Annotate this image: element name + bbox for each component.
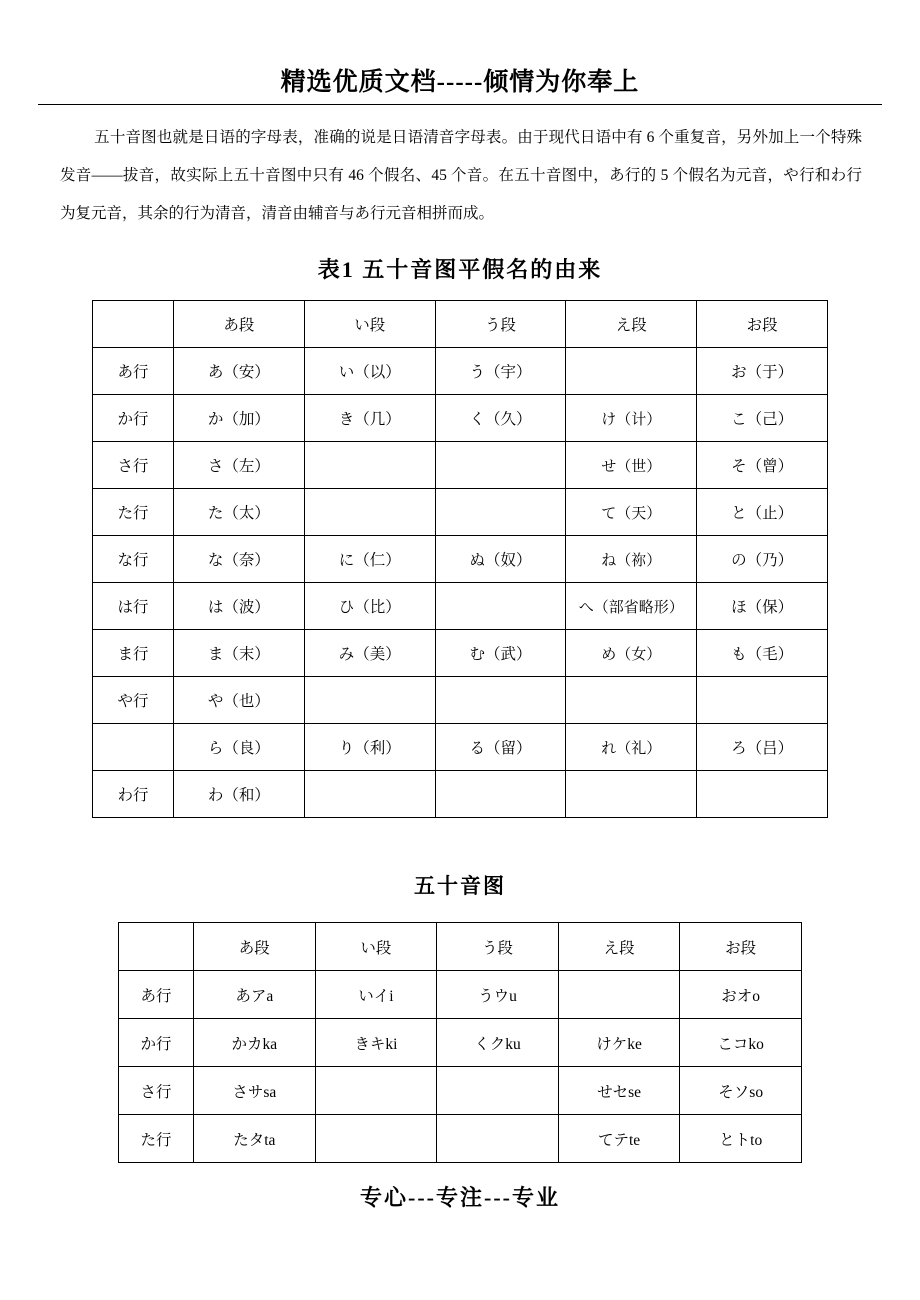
table-cell: て（天） (566, 489, 697, 536)
table-cell (566, 771, 697, 818)
table-col-header: あ段 (194, 923, 316, 971)
table-row (93, 677, 828, 724)
table-cell (304, 442, 435, 489)
table-cell: こ（己） (697, 395, 828, 442)
table-header-row (93, 301, 828, 348)
intro-text: 五十音图也就是日语的字母表，准确的说是日语清音字母表。由于现代日语中有 6 个重复音，另外加上一个特殊发音——拔音，故实际上五十音图中只有 46 个假名、45 个音。在五十音图中，あ行的 5 个假名为元音，や行和わ行为复元音，其余的行为清音，清音由辅音与あ行元音相拼而成。 (60, 129, 862, 222)
table-cell: と（止） (697, 489, 828, 536)
table2-wrapper (118, 922, 802, 1163)
table-cell (566, 677, 697, 724)
table-row (93, 348, 828, 395)
table-cell: た（太） (174, 489, 305, 536)
table-cell: ら（良） (174, 724, 305, 771)
table-cell: き（几） (304, 395, 435, 442)
table-cell: う（宇） (435, 348, 566, 395)
table-row (119, 1019, 802, 1067)
table-cell (697, 771, 828, 818)
table-cell (435, 677, 566, 724)
table-row (93, 724, 828, 771)
table-cell: そ（曾） (697, 442, 828, 489)
table-row (119, 971, 802, 1019)
table-cell: てテte (558, 1115, 680, 1163)
table-cell: ろ（吕） (697, 724, 828, 771)
table-cell (304, 489, 435, 536)
table-col-header (93, 301, 174, 348)
table-cell: ね（祢） (566, 536, 697, 583)
table-row-header: か行 (119, 1019, 194, 1067)
table-cell: ひ（比） (304, 583, 435, 630)
table-row (93, 536, 828, 583)
table-cell: い（以） (304, 348, 435, 395)
table-cell: な（奈） (174, 536, 305, 583)
table-cell: み（美） (304, 630, 435, 677)
table-row-header: は行 (93, 583, 174, 630)
table-cell: や（也） (174, 677, 305, 724)
table1-wrapper (92, 300, 828, 818)
table-cell (435, 442, 566, 489)
table-cell: せ（世） (566, 442, 697, 489)
table-row-header: な行 (93, 536, 174, 583)
table-row (93, 442, 828, 489)
table-col-header: お段 (697, 301, 828, 348)
table-col-header (119, 923, 194, 971)
table-row-header: た行 (93, 489, 174, 536)
header-text: 精选优质文档-----倾情为你奉上 (280, 69, 640, 96)
table-col-header: え段 (558, 923, 680, 971)
table-cell: は（波） (174, 583, 305, 630)
table-cell: る（留） (435, 724, 566, 771)
table-row-header: ま行 (93, 630, 174, 677)
table-row (93, 630, 828, 677)
table-col-header: え段 (566, 301, 697, 348)
document-footer: 专心---专注---专业 (360, 1185, 560, 1210)
table-cell: の（乃） (697, 536, 828, 583)
table-cell: わ（和） (174, 771, 305, 818)
table-cell: たタta (194, 1115, 316, 1163)
table-cell: ぬ（奴） (435, 536, 566, 583)
table-col-header: あ段 (174, 301, 305, 348)
table-row (93, 489, 828, 536)
table-cell: ま（末） (174, 630, 305, 677)
table-cell (697, 677, 828, 724)
table-col-header: お段 (680, 923, 802, 971)
table-cell: め（女） (566, 630, 697, 677)
table-cell: そソso (680, 1067, 802, 1115)
table1-title: 表1 五十音图平假名的由来 (317, 257, 603, 282)
table-row-header: や行 (93, 677, 174, 724)
table-cell: こコko (680, 1019, 802, 1067)
table-row (119, 1067, 802, 1115)
table-cell: む（武） (435, 630, 566, 677)
table-cell: あ（安） (174, 348, 305, 395)
intro-paragraph (60, 119, 862, 233)
table-cell: か（加） (174, 395, 305, 442)
table-cell: あアa (194, 971, 316, 1019)
table-col-header: い段 (304, 301, 435, 348)
table-row-header: わ行 (93, 771, 174, 818)
table-cell: うウu (437, 971, 559, 1019)
table-row-header (93, 724, 174, 771)
table-cell (304, 771, 435, 818)
table-cell: り（利） (304, 724, 435, 771)
table-cell: お（于） (697, 348, 828, 395)
header-divider (38, 104, 882, 105)
table-cell (437, 1115, 559, 1163)
table-cell (566, 348, 697, 395)
table-header-row (119, 923, 802, 971)
table2-title: 五十音图 (414, 874, 506, 898)
table-col-header: い段 (315, 923, 437, 971)
table-cell: も（毛） (697, 630, 828, 677)
table-cell: いイi (315, 971, 437, 1019)
table-row-header: あ行 (93, 348, 174, 395)
table-row-header: あ行 (119, 971, 194, 1019)
table-cell (558, 971, 680, 1019)
table-row (93, 395, 828, 442)
table-row-header: た行 (119, 1115, 194, 1163)
table-cell (435, 489, 566, 536)
table-cell: へ（部省略形） (566, 583, 697, 630)
table-cell (437, 1067, 559, 1115)
table-cell: れ（礼） (566, 724, 697, 771)
table-col-header: う段 (437, 923, 559, 971)
table-row (93, 771, 828, 818)
table-cell (304, 677, 435, 724)
table-row (119, 1115, 802, 1163)
table-cell: け（计） (566, 395, 697, 442)
table-cell (315, 1067, 437, 1115)
table-cell: さサsa (194, 1067, 316, 1115)
table-row-header: さ行 (93, 442, 174, 489)
table-row (93, 583, 828, 630)
gojuon-table (118, 922, 802, 1163)
table-cell (435, 583, 566, 630)
table-cell (315, 1115, 437, 1163)
table-cell: きキki (315, 1019, 437, 1067)
table-row-header: さ行 (119, 1067, 194, 1115)
table-row-header: か行 (93, 395, 174, 442)
table-cell: おオo (680, 971, 802, 1019)
table-cell: に（仁） (304, 536, 435, 583)
document-header (0, 0, 920, 98)
table-cell (435, 771, 566, 818)
table-cell: けケke (558, 1019, 680, 1067)
table-cell: とトto (680, 1115, 802, 1163)
table-cell: ほ（保） (697, 583, 828, 630)
table-cell: く（久） (435, 395, 566, 442)
table-cell: さ（左） (174, 442, 305, 489)
hiragana-origin-table (92, 300, 828, 818)
table-col-header: う段 (435, 301, 566, 348)
table-cell: かカka (194, 1019, 316, 1067)
table-cell: くクku (437, 1019, 559, 1067)
table-cell: せセse (558, 1067, 680, 1115)
